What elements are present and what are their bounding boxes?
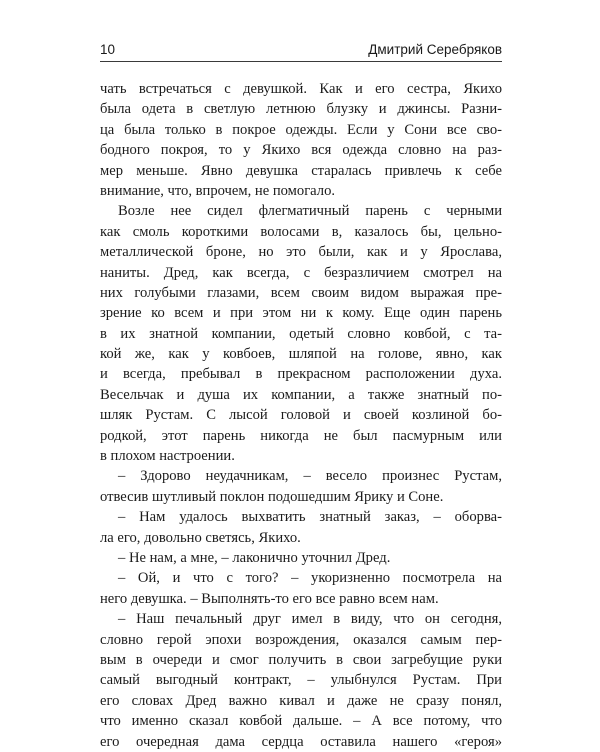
text-line: словно герой эпохи возрождения, оказался самым пер- [100,631,502,648]
text-line: наниты. Дред, как всегда, с безразличием смотрел на [100,264,502,281]
text-line: его словах Дред важно кивал и даже не сразу понял, [100,692,502,709]
text-line: родкой, этот парень никогда не был пасмурным или [100,427,502,444]
text-line: внимание, что, впрочем, не помогало. [100,182,336,199]
text-line: и всегда, пребывал в прекрасном расположении духа. [100,366,502,383]
text-line: – Наш печальный друг имел в виду, что он сегодня, [118,611,502,628]
text-line: бодного покроя, то у Якихо вся одежда словно на раз- [100,142,502,159]
text-line: была одета в светлую летнюю блузку и джинсы. Разни- [100,101,502,118]
text-line: него девушка. – Выполнять-то его все равно всем нам. [100,590,439,607]
text-line: шляк Рустам. С лысой головой и своей козлиной бо- [100,407,502,424]
text-line: металлической броне, но это были, как и у Ярослава, [100,244,502,261]
text-line: ца была только в покрое одежды. Если у Сони все сво- [100,121,502,138]
text-line: кой же, как у ковбоев, шляпой на голове, явно, как [100,346,502,363]
text-line: – Не нам, а мне, – лаконично уточнил Дред. [118,549,391,566]
text-line: его очередная дама сердца оставила нашего «героя» [100,733,502,750]
text-line: ла его, довольно светясь, Якихо. [100,529,301,546]
text-line: – Нам удалось выхватить знатный заказ, – оборва- [118,509,502,526]
text-line: чать встречаться с девушкой. Как и его сестра, Якихо [100,81,502,97]
text-line: как смоль короткими волосами в, казалось бы, цельно- [100,223,502,240]
text-line: – Здорово неудачникам, – весело произнес Рустам, [118,468,502,485]
text-line: Возле нее сидел флегматичный парень с черными [118,203,502,220]
text-line: в плохом настроении. [100,448,235,465]
text-line: Весельчак и душа их компании, а также знатный по- [100,386,502,403]
running-header [100,38,502,62]
text-line: – Ой, и что с того? – укоризненно посмотрела на [118,570,502,587]
running-header-author: Дмитрий Серебряков [368,42,502,57]
text-line: в их знатной компании, одетый словно ковбой, с та- [100,325,502,342]
header-rule [100,61,502,62]
text-line: мер меньше. Явно девушка старалась привлечь к себе [100,162,502,179]
text-line: самый выгодный контракт, – улыбнулся Рустам. При [100,672,502,689]
page-number: 10 [100,42,116,57]
text-line: них голубыми глазами, всем своим видом выражая пре- [100,284,502,301]
text-line: отвесив шутливый поклон подошедшим Ярику и Соне. [100,488,444,505]
text-line: вым в очереди и смог получить в свои загребущие руки [100,651,502,668]
text-line: зрение ко всем и при этом ни к кому. Еще один парень [100,305,502,322]
body-text [100,79,502,752]
text-line: что именно сказал ковбой дальше. – А все потому, что [100,713,502,730]
